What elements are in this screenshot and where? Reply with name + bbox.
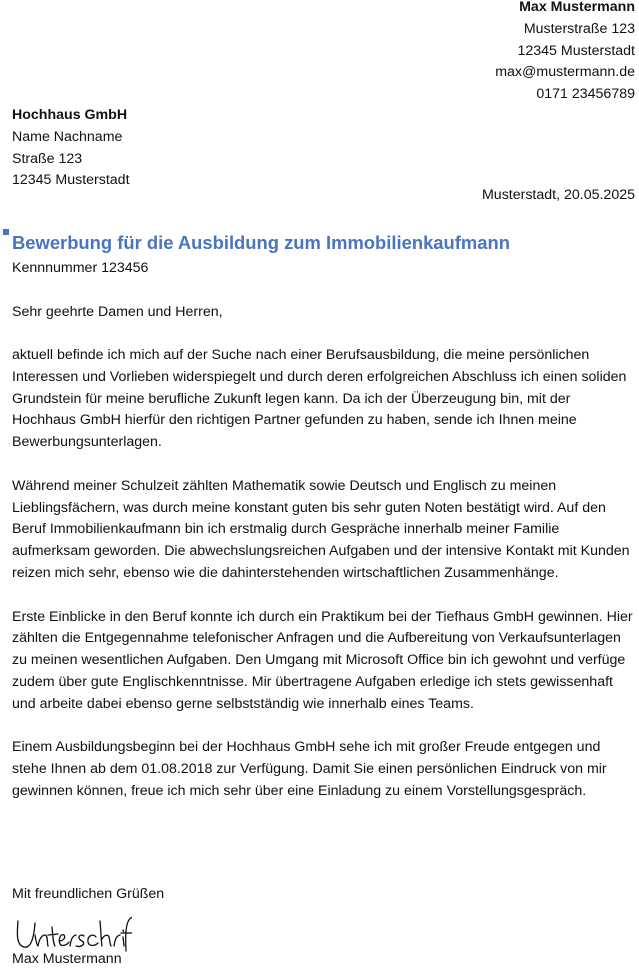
handwritten-signature [12,911,132,953]
recipient-contact: Name Nachname [12,128,123,145]
closing-phrase: Mit freundlichen Grüßen [12,886,165,902]
body-paragraph: aktuell befinde ich mich auf der Suche nach einer Berufsausbildung, die meine persönlichen Interessen und Vorlieben widerspiegelt und durch deren erfolgreichen Abschluss ich einen soliden Grundstein für meine berufliche Zukunft legen kann. Da ich der Überzeugung bin, mit der Hochhaus GmbH hierfür den richtigen Partner gefunden zu haben, sende ich Ihnen meine Bewerbungsunterlagen. [12,347,627,451]
recipient-city: 12345 Musterstadt [12,172,130,189]
letter-subject: Bewerbung für die Ausbildung zum Immobilienkaufmann [12,232,510,253]
body-paragraph: Erste Einblicke in den Beruf konnte ich durch ein Praktikum bei der Tiefhaus GmbH gewinnen. Hier zählten die Entgegennahme telefonischer Anfragen und die Aufbereitung von Verkaufsunterlagen zu meinen wesentlichen Aufgaben. Den Umgang mit Microsoft Office bin ich gewohnt und verfüge zudem über gute Englischkenntnisse. Mir übertragene Aufgaben erledige ich stets gewissenhaft und arbeite dabei ebenso gerne selbstständig wie innerhalb eines Teams. [12,608,633,712]
sender-city: 12345 Musterstadt [517,42,635,59]
heading-marker [3,229,9,235]
recipient-company: Hochhaus GmbH [12,107,128,123]
sender-phone: 0171 23456789 [536,86,635,103]
sender-street: Musterstraße 123 [523,20,635,37]
body-paragraph: Einem Ausbildungsbeginn bei der Hochhaus GmbH sehe ich mit großer Freude entgegen und stehe Ihnen ab dem 01.08.2018 zur Verfügung. Damit Sie einen persönlichen Eindruck von mir gewinnen können, freue ich mich sehr über eine Einladung zu einem Vorstellungsgespräch. [12,739,607,799]
recipient-street: Straße 123 [12,150,83,167]
reference-number: Kennnummer 123456 [12,260,149,276]
body-paragraph: Während meiner Schulzeit zählten Mathematik sowie Deutsch und Englisch zu meinen Lieblingsfächern, was durch meine konstant guten bis sehr guten Noten bestätigt wird. Auf den Beruf Immobilienkaufmann bin ich erstmalig durch Gespräche innerhalb meiner Familie aufmerksam geworden. Die abwechslungsreichen Aufgaben und der intensive Kontakt mit Kunden reizen mich sehr, ebenso wie die dahinterstehenden wirtschaftlichen Zusammenhänge. [12,477,630,581]
salutation: Sehr geehrte Damen und Herren, [12,304,223,320]
sender-name: Max Mustermann [519,0,635,15]
letter-date: Musterstadt, 20.05.2025 [481,187,635,203]
signer-name: Max Mustermann [12,951,122,967]
letter-body [12,345,638,825]
sender-address-block [495,0,635,106]
recipient-address-block [12,105,130,192]
sender-email: max@mustermann.de [495,64,635,81]
